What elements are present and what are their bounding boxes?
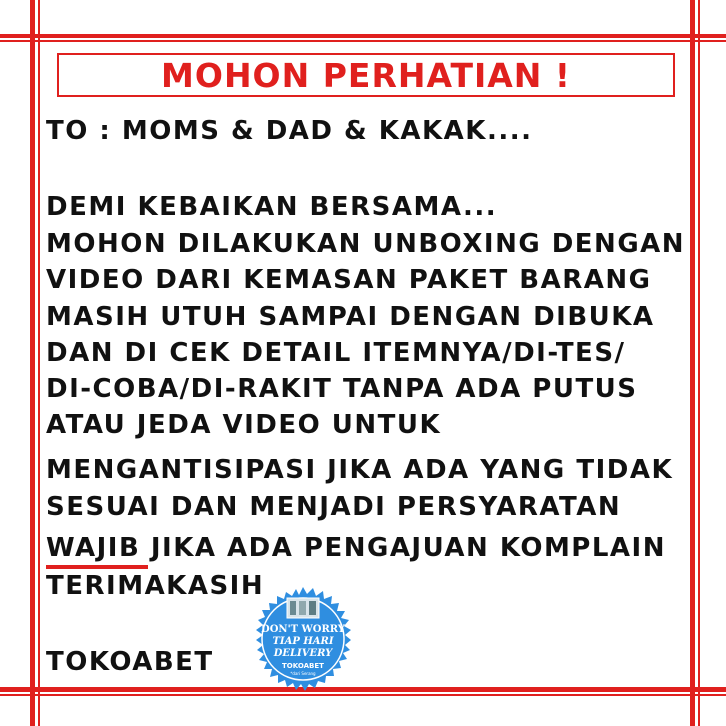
text-line: MASIH UTUH SAMPAI DENGAN DIBUKA [46,302,655,332]
text-line: MENGANTISIPASI JIKA ADA YANG TIDAK [46,455,674,485]
title-box [57,53,675,97]
frame-line-bottom-inner [0,694,726,696]
text-line: DAN DI CEK DETAIL ITEMNYA/DI-TES/ [46,338,626,368]
badge-line-3: DELIVERY [273,648,333,659]
text-line: ATAU JEDA VIDEO UNTUK [46,410,442,440]
title: MOHON PERHATIAN ! [161,55,571,95]
text-line: DI-COBA/DI-RAKIT TANPA ADA PUTUS [46,374,638,404]
frame-line-left-inner [38,0,40,726]
text-line-to: TO : MOMS & DAD & KAKAK.... [46,116,533,146]
text-line: SESUAI DAN MENJADI PERSYARATAN [46,492,622,522]
text-line-thanks: TERIMAKASIH [46,571,265,601]
text-line: DEMI KEBAIKAN BERSAMA... [46,192,498,222]
badge-line-1: DON'T WORRY [261,624,345,635]
frame-line-top [0,34,726,38]
wajib-underline [46,565,148,569]
frame-line-right [690,0,695,726]
signature-tokoabet: TOKOABET [46,647,214,677]
text-line: MOHON DILAKUKAN UNBOXING DENGAN [46,229,686,259]
badge-brand: TOKOABET [282,662,324,670]
delivery-badge [249,585,357,693]
text-line-wajib: WAJIB JIKA ADA PENGAJUAN KOMPLAIN [46,533,666,563]
badge-tag: *dari Serang [290,671,316,676]
frame-line-right-inner [698,0,700,726]
frame-line-bottom [0,687,726,692]
badge-line-2: TIAP HARI [272,636,334,647]
frame-line-left [30,0,35,726]
frame-line-top-inner [0,40,726,42]
text-line: VIDEO DARI KEMASAN PAKET BARANG [46,265,652,295]
